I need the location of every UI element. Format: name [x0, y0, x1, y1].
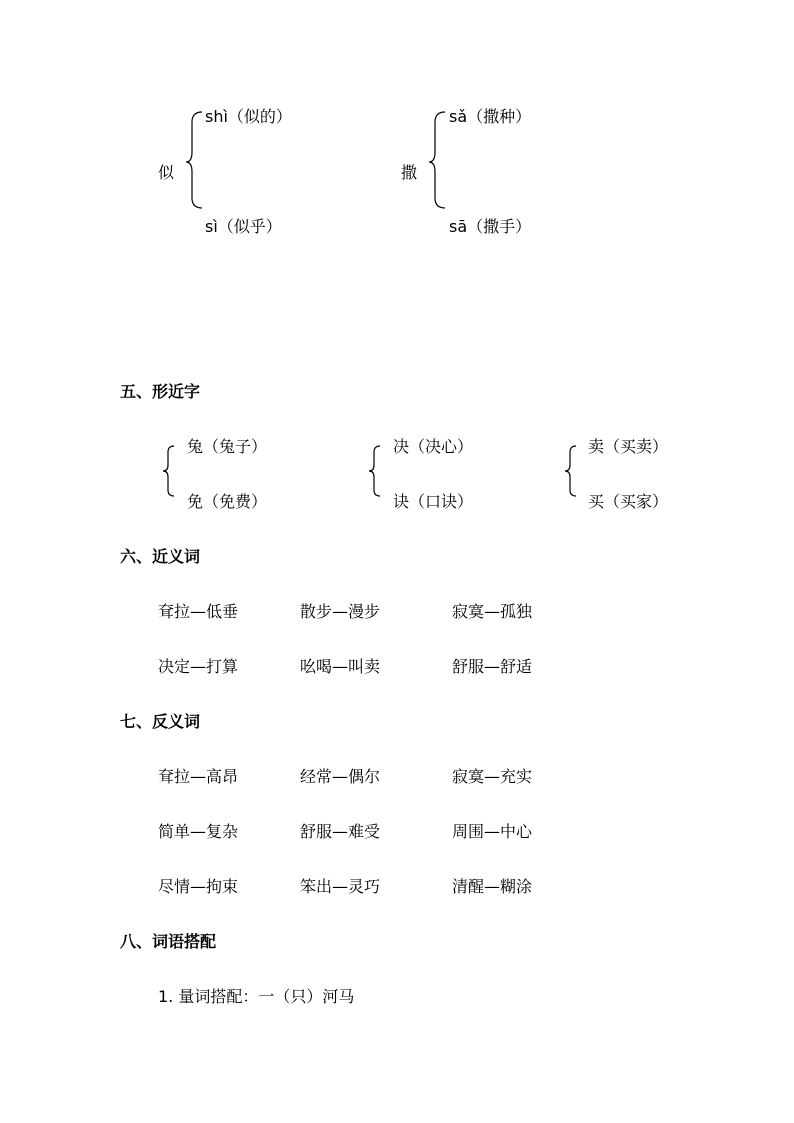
- antonym-pair: 耷拉—高昂: [158, 767, 239, 786]
- synonym-pair: 决定—打算: [158, 657, 239, 676]
- brace-icon: [184, 110, 204, 210]
- synonym-pair: 舒服—舒适: [452, 657, 533, 676]
- group-top: 兔（兔子）: [187, 437, 268, 456]
- synonym-pair: 寂寞—孤独: [452, 602, 533, 621]
- group-bottom: 免（免费）: [187, 492, 268, 511]
- antonym-pair: 舒服—难受: [300, 822, 381, 841]
- collocation-item: 1. 量词搭配：一（只）河马: [158, 987, 355, 1006]
- group-top: 决（决心）: [393, 437, 474, 456]
- polyphone-char: 似: [158, 163, 175, 182]
- group-bottom: 买（买家）: [588, 492, 669, 511]
- group-top: 卖（买卖）: [588, 437, 669, 456]
- section-title: 五、形近字: [120, 382, 201, 401]
- brace-icon: [368, 444, 382, 498]
- polyphone-bottom: sā（撒手）: [449, 217, 532, 236]
- antonym-pair: 笨出—灵巧: [300, 877, 381, 896]
- synonym-pair: 散步—漫步: [300, 602, 381, 621]
- antonym-pair: 简单—复杂: [158, 822, 239, 841]
- polyphone-bottom: sì（似乎）: [205, 217, 282, 236]
- synonym-pair: 耷拉—低垂: [158, 602, 239, 621]
- brace-icon: [564, 444, 578, 498]
- polyphone-char: 撒: [401, 163, 418, 182]
- antonym-pair: 寂寞—充实: [452, 767, 533, 786]
- synonym-pair: 吆喝—叫卖: [300, 657, 381, 676]
- section-title: 七、反义词: [120, 712, 201, 731]
- antonym-pair: 周围—中心: [452, 822, 533, 841]
- group-bottom: 诀（口诀）: [393, 492, 474, 511]
- brace-icon: [162, 444, 176, 498]
- antonym-pair: 尽情—拘束: [158, 877, 239, 896]
- antonym-pair: 清醒—糊涂: [452, 877, 533, 896]
- antonym-pair: 经常—偶尔: [300, 767, 381, 786]
- section-title: 八、词语搭配: [120, 932, 217, 951]
- polyphone-top: shì（似的）: [205, 107, 292, 126]
- section-title: 六、近义词: [120, 547, 201, 566]
- polyphone-top: sǎ（撒种）: [449, 107, 532, 126]
- brace-icon: [427, 110, 447, 210]
